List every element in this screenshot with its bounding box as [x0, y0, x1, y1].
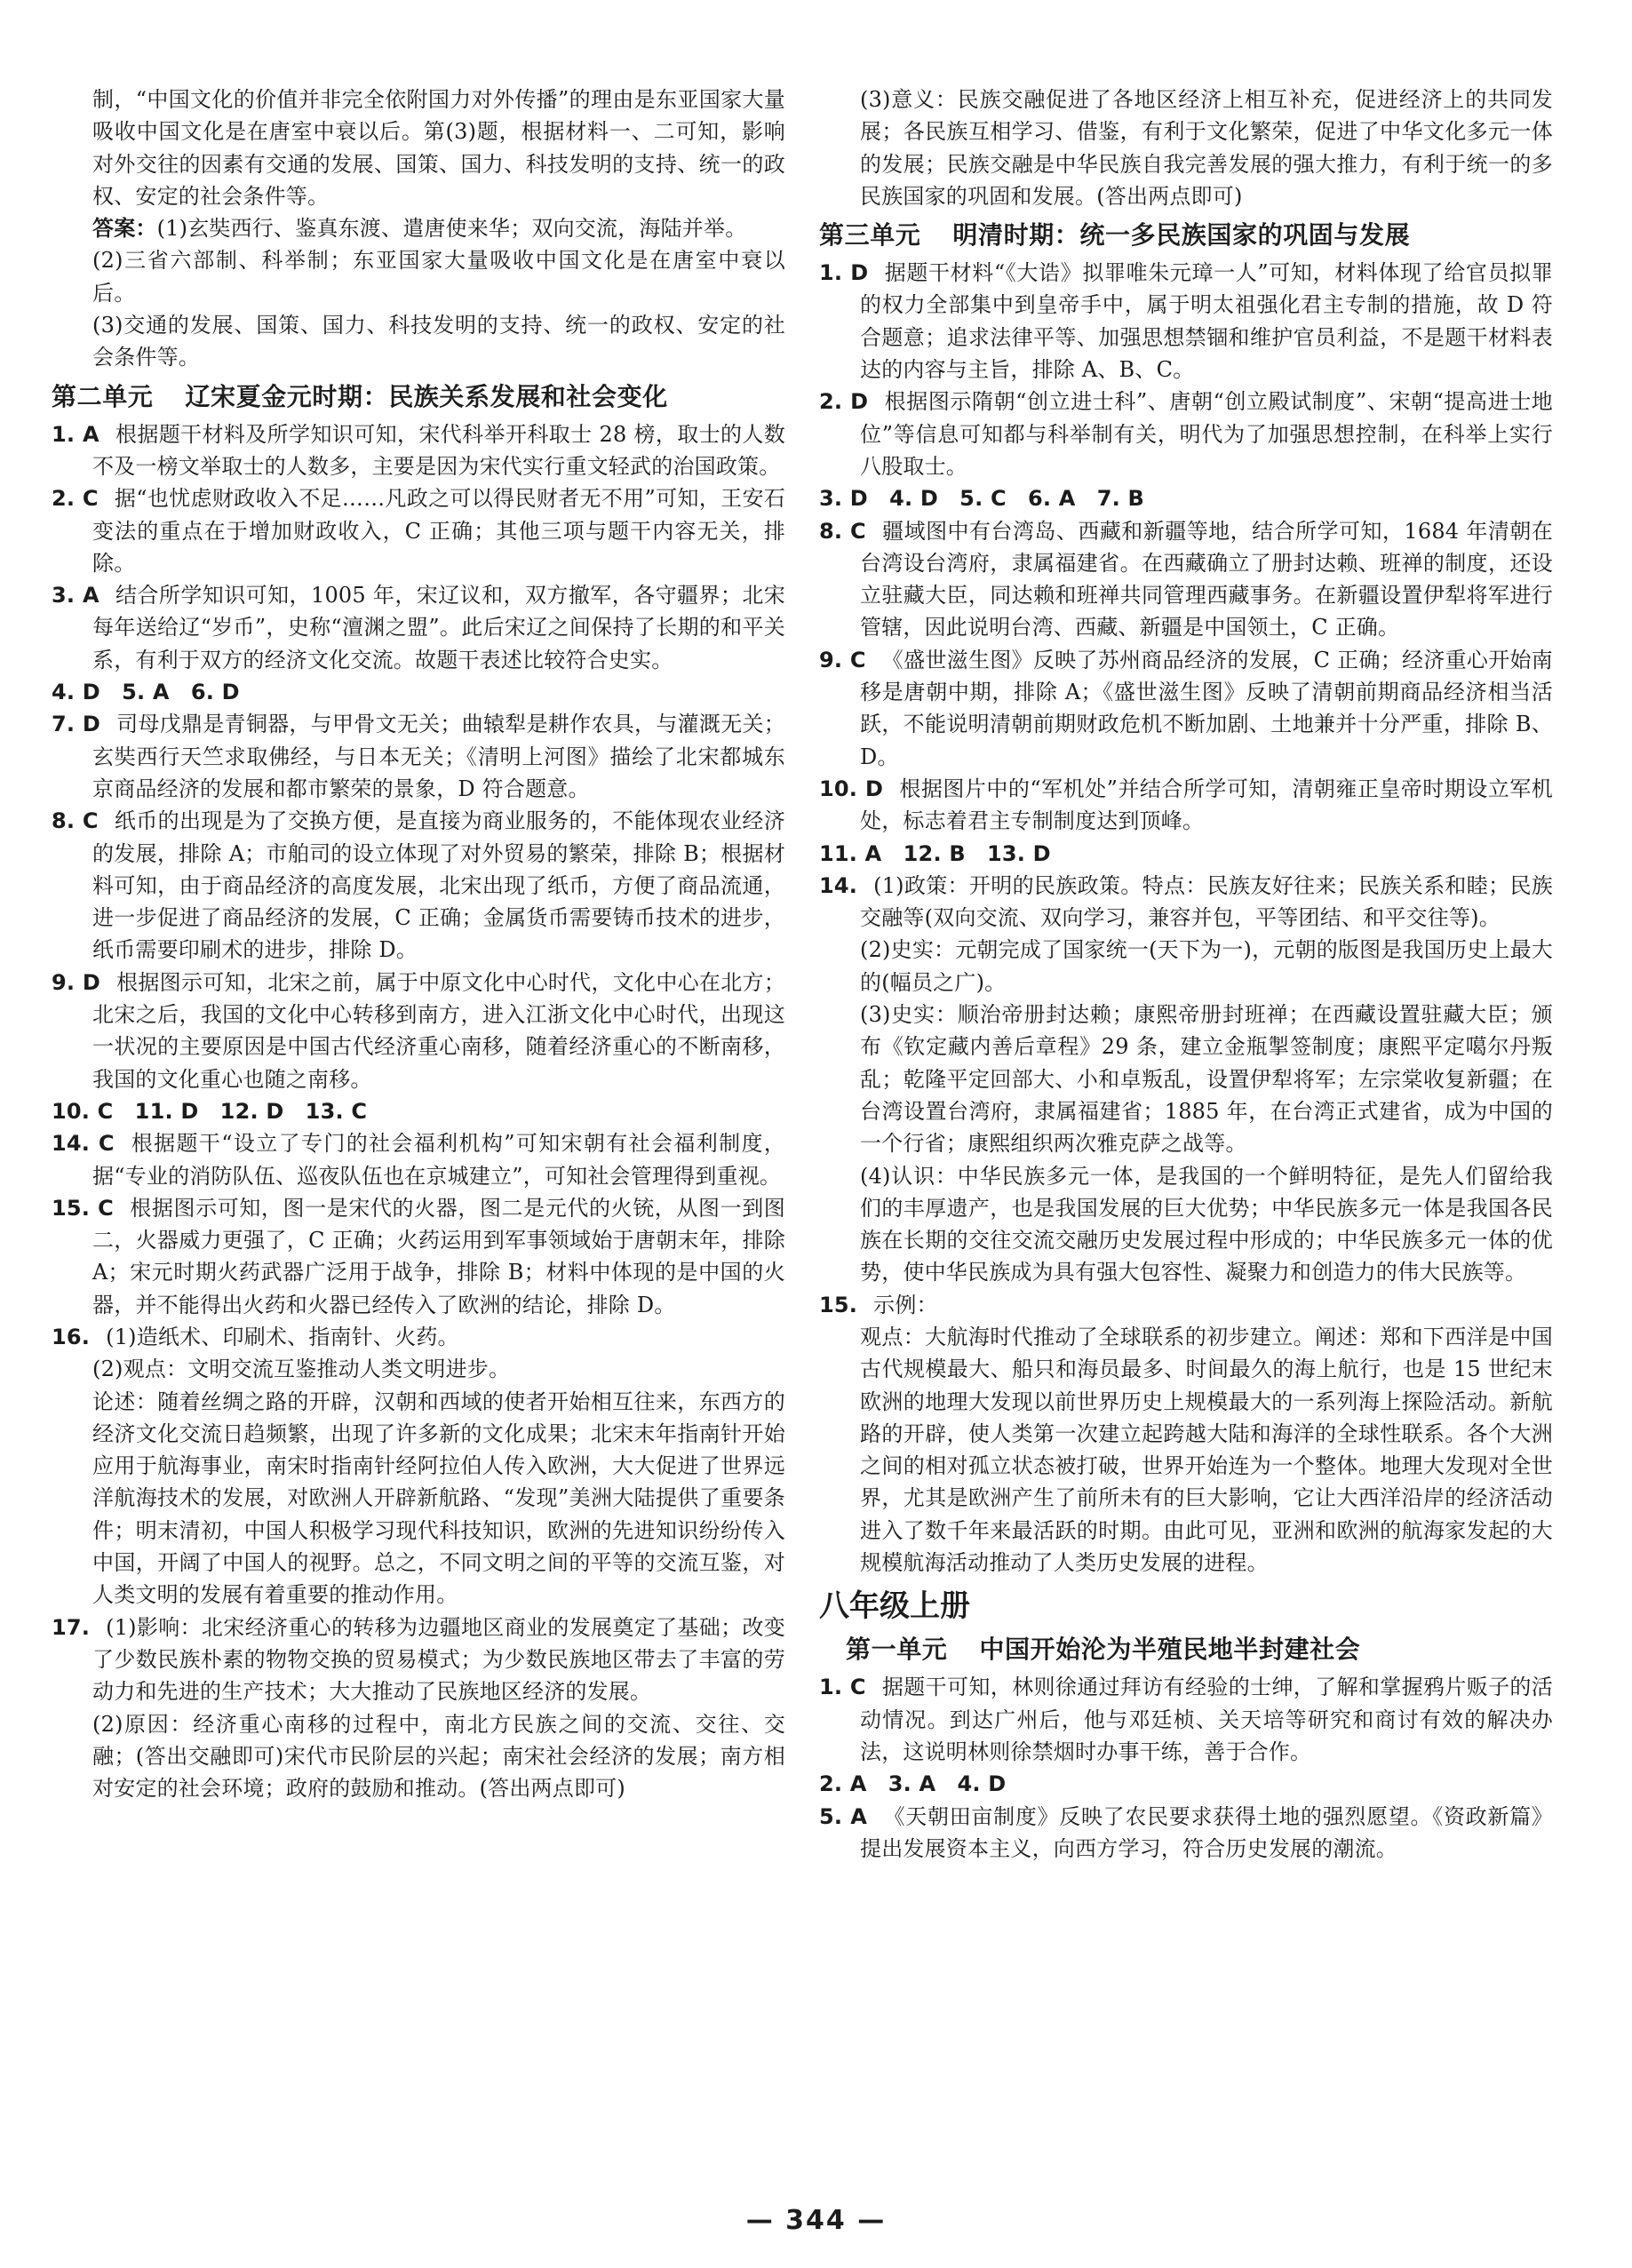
question-item: [819, 386, 1553, 482]
sub-answer: (4)认识：中华民族多元一体，是我国的一个鲜明特征，是先人们留给我们的丰厚遗产，也是我国发展的巨大优势；中华民族多元一体是我国各民族在长期的交往交流交融历史发展过程中形成的；中华民族多元一体的优势，使中华民族成为具有强大包容性、凝聚力和创造力的伟大民族等。: [860, 1163, 1553, 1285]
question-label: 10. D: [819, 776, 884, 801]
unit-heading: [819, 218, 1553, 253]
question-item: [52, 708, 785, 805]
question-text: 据“也忧虑财政收入不足……凡政之可以得民财者无不用”可知，王安石变法的重点在于增加财政收入，C 正确；其他三项与题干内容无关，排除。: [92, 486, 786, 576]
question-text: 纸币的出现是为了交换方便，是直接为商业服务的，不能体现农业经济的发展，排除 A；市舶司的设立体现了对外贸易的繁荣，排除 B；根据材料可知，由于商品经济的高度发展，北宋出现了纸币，方便了商品流通，进一步促进了商品经济的发展，C 正确；金属货币需要铸币技术的进步，纸币需要印刷术的进步，排除 D。: [92, 808, 785, 963]
page-number: — 344 —: [745, 2205, 887, 2236]
question-label: 2. D: [819, 389, 869, 415]
question-item: [52, 418, 785, 483]
answer-paragraph: [52, 212, 785, 244]
answer-row-text: 11. A 12. B 13. D: [819, 840, 1051, 866]
question-text: 《盛世滋生图》反映了苏州商品经济的发展，C 正确；经济重心开始南移是唐朝中期，排除 A；《盛世滋生图》反映了清朝前期商品经济相当活跃，不能说明清朝前期财政危机不断加剧、土地兼并十分严重，排除 B、D。: [860, 647, 1553, 769]
question-list: [819, 1671, 1553, 1865]
question-label: 14.: [819, 872, 858, 898]
question-item: [52, 579, 785, 676]
question-item: [819, 1801, 1553, 1866]
left-column: [52, 84, 785, 1804]
question-text: 结合所学知识可知，1005 年，宋辽议和，双方撤军，各守疆界；北宋每年送给辽“岁币”，史称“澶渊之盟”。此后宋辽之间保持了长期的和平关系，有利于双方的经济文化交流。故题干表述比较符合史实。: [92, 583, 786, 672]
paragraph: 论述：随着丝绸之路的开辟，汉朝和西域的使者开始相互往来，东西方的经济文化交流日趋频繁，出现了许多新的文化成果；北宋末年指南针开始应用于航海事业，南宋时指南针经阿拉伯人传入欧洲，大大促进了世界远洋航海技术的发展，对欧洲人开辟新航路、“发现”美洲大陆提供了重要条件；明末清初，中国人积极学习现代科技知识，欧洲的先进知识纷纷传入中国，开阔了中国人的视野。总之，不同文明之间的平等的交流互鉴，对人类文明的发展有着重要的推动作用。: [92, 1389, 785, 1608]
unit-label: 第二单元: [52, 381, 154, 411]
answer-text: (1)玄奘西行、鉴真东渡、遣唐使来华；双向交流，海陆并举。: [156, 216, 747, 242]
question-list: [819, 257, 1553, 1579]
paragraph: (3)意义：民族交融促进了各地区经济上相互补充，促进经济上的共同发展；各民族互相学习、借鉴，有利于文化繁荣，促进了中华文化多元一体的发展；民族交融是中华民族自我完善发展的强大推力，有利于统一的多民族国家的巩固和发展。(答出两点即可): [860, 87, 1553, 209]
answer-row: [52, 1095, 785, 1127]
question-label: 14. C: [52, 1131, 115, 1157]
question-text: 根据图片中的“军机处”并结合所学可知，清朝雍正皇帝时期设立军机处，标志着君主专制制度达到顶峰。: [860, 776, 1553, 834]
question-text: (1)政策：开明的民族政策。特点：民族友好往来；民族关系和睦；民族交融等(双向交流、双向学习，兼容并包，平等团结、和平交往等)。: [860, 872, 1553, 931]
question-item: [52, 967, 785, 1095]
question-label: 3. A: [52, 583, 100, 609]
question-label: 9. C: [819, 647, 866, 672]
question-label: 1. D: [819, 260, 869, 286]
question-text: 司母戊鼎是青铜器，与甲骨文无关；曲辕犁是耕作农具，与灌溉无关；玄奘西行天竺求取佛经，与日本无关；《清明上河图》描绘了北宋都城东京商品经济的发展和都市繁荣的景象，D 符合题意。: [92, 712, 785, 801]
block-intro: [52, 84, 785, 374]
question-item: [52, 482, 785, 579]
question-text: 疆域图中有台湾岛、西藏和新疆等地，结合所学可知，1684 年清朝在台湾设台湾府，隶属福建省。在西藏确立了册封达赖、班禅的制度，还设立驻藏大臣，同达赖和班禅共同管理西藏事务。在新疆设置伊犁将军进行管辖，因此说明台湾、西藏、新疆是中国领土，C 正确。: [860, 518, 1553, 641]
question-item: [52, 1321, 785, 1353]
question-item: [819, 515, 1553, 644]
question-label: 2. C: [52, 486, 99, 512]
question-item: [52, 1127, 785, 1192]
question-list: [52, 418, 785, 1805]
question-label: 15. C: [52, 1195, 114, 1221]
question-item: [819, 773, 1553, 838]
question-text: 示例：: [873, 1292, 938, 1317]
sub-answer: (3)史实：顺治帝册封达赖；康熙帝册封班禅；在西藏设置驻藏大臣；颁布《钦定藏内善后章程》29 条，建立金瓶掣签制度；康熙平定噶尔丹叛乱；乾隆平定回部大、小和卓叛乱，设置伊犁将军；左宗棠收复新疆；在台湾设置台湾府，隶属福建省；1885 年，在台湾正式建省，成为中国的一个行省；康熙组织两次雅克萨之战等。: [860, 1002, 1553, 1157]
question-item: [52, 1611, 785, 1708]
paragraph: 观点：大航海时代推动了全球联系的初步建立。阐述：郑和下西洋是中国古代规模最大、船只和海员最多、时间最久的海上航行，也是 15 世纪末欧洲的地理大发现以前世界历史上规模最大的一系列海上探险活动。新航路的开辟，使人类第一次建立起跨越大陆和海洋的全球性联系。各个大洲之间的相对孤立状态被打破，世界开始连为一个整体。地理大发现对全世界，尤其是欧洲产生了前所未有的巨大影响，它让大西洋沿岸的经济活动进入了数千年来最活跃的时期。由此可见，亚洲和欧洲的航海家发起的大规模航海活动推动了人类历史发展的进程。: [860, 1324, 1553, 1576]
question-label: 1. C: [819, 1675, 866, 1700]
question-label: 15.: [819, 1292, 858, 1317]
question-label: 7. D: [52, 712, 100, 737]
question-label: 17.: [52, 1614, 91, 1640]
answer-row-text: 10. C 11. D 12. D 13. C: [52, 1098, 368, 1124]
sub-answer: (2)史实：元朝完成了国家统一(天下为一)，元朝的版图是我国历史上最大的(幅员之广)。: [860, 937, 1553, 995]
question-label: 8. C: [52, 808, 99, 834]
paragraph: (3)交通的发展、国策、国力、科技发明的支持、统一的政权、安定的社会条件等。: [92, 313, 785, 370]
paragraph: 制，“中国文化的价值并非完全依附国力对外传播”的理由是东亚国家大量吸收中国文化是在唐室中衰以后。第(3)题，根据材料一、二可知，影响对外交往的因素有交通的发展、国策、国力、科技发明的支持、统一的政权、安定的社会条件等。: [92, 87, 785, 209]
answer-row: [52, 676, 785, 708]
answer-row-text: 4. D 5. A 6. D: [52, 680, 240, 705]
question-item: [819, 1289, 1553, 1321]
answer-label: 答案：: [92, 216, 157, 242]
answer-row: [819, 1768, 1553, 1800]
question-text: 根据图示隋朝“创立进士科”、唐朝“创立殿试制度”、宋朝“提高进士地位”等信息可知都与科举制有关，明代为了加强思想控制，在科举上实行八股取士。: [860, 389, 1553, 479]
question-item: [819, 644, 1553, 773]
grade-heading: 八年级上册: [819, 1588, 970, 1625]
question-label: 5. A: [819, 1803, 868, 1829]
question-text: 根据图示可知，北宋之前，属于中原文化中心时代，文化中心在北方；北宋之后，我国的文化中心转移到南方，进入江浙文化中心时代，出现这一状况的主要原因是中国古代经济重心南移，随着经济重心的不断南移，我国的文化重心也随之南移。: [92, 969, 785, 1092]
unit-title: 明清时期：统一多民族国家的巩固与发展: [952, 220, 1411, 251]
unit-label: 第一单元: [846, 1635, 948, 1665]
question-label: 16.: [52, 1324, 91, 1349]
paragraph: (2)三省六部制、科举制；东亚国家大量吸收中国文化是在唐室中衰以后。: [92, 248, 785, 306]
question-text: 根据题干材料及所学知识可知，宋代科举开科取士 28 榜，取士的人数不及一榜文举取士的人数多，主要是因为宋代实行重文轻武的治国政策。: [92, 421, 786, 479]
question-item: [52, 805, 785, 966]
sub-answer: (2)观点：文明交流互鉴推动人类文明进步。: [92, 1357, 511, 1382]
answer-row: [819, 482, 1553, 514]
question-text: 根据题干“设立了专门的社会福利机构”可知宋朝有社会福利制度，据“专业的消防队伍、巡夜队伍也在京城建立”，可知社会管理得到重视。: [92, 1131, 786, 1189]
question-label: 1. A: [52, 421, 100, 447]
question-text: 据题干材料“《大诰》拟罪唯朱元璋一人”可知，材料体现了给官员拟罪的权力全部集中到皇帝手中，属于明太祖强化君主专制的措施，故 D 符合题意；追求法律平等、加强思想禁锢和维护官员利益，不是题干材料表达的内容与主旨，排除 A、B、C。: [860, 260, 1553, 383]
question-text: 《天朝田亩制度》反映了农民要求获得土地的强烈愿望。《资政新篇》提出发展资本主义，向西方学习，符合历史发展的潮流。: [860, 1803, 1554, 1861]
block-continuation: [819, 84, 1553, 212]
question-text: 据题干可知，林则徐通过拜访有经验的士绅，了解和掌握鸦片贩子的活动情况。到达广州后，他与邓廷桢、关天培等研究和商讨有效的解决办法，这说明林则徐禁烟时办事干练，善于合作。: [860, 1675, 1553, 1764]
answer-row-text: 3. D 4. D 5. C 6. A 7. B: [819, 486, 1144, 512]
right-column: [819, 84, 1553, 1865]
question-text: 根据图示可知，图一是宋代的火器，图二是元代的火铳，从图一到图二，火器威力更强了，C 正确；火药运用到军事领域始于唐朝末年，排除 A；宋元时期火药武器广泛用于战争，排除 B；材料中体现的是中国的火器，并不能得出火药和火器已经传入了欧洲的结论，排除 D。: [92, 1195, 786, 1317]
answer-row-text: 2. A 3. A 4. D: [819, 1771, 1007, 1797]
unit-heading: [52, 379, 785, 415]
question-text: (1)造纸术、印刷术、指南针、火药。: [106, 1324, 459, 1349]
unit-title: 辽宋夏金元时期：民族关系发展和社会变化: [185, 381, 668, 411]
question-label: 9. D: [52, 969, 100, 995]
question-label: 8. C: [819, 518, 866, 544]
sub-answer: (2)原因：经济重心南移的过程中，南北方民族之间的交流、交往、交融；(答出交融即可)宋代市民阶层的兴起；南宋社会经济的发展；南方相对安定的社会环境；政府的鼓励和推动。(答出两点即可): [92, 1711, 785, 1802]
question-item: [819, 257, 1553, 386]
unit-label: 第三单元: [819, 220, 921, 251]
unit-title: 中国开始沦为半殖民地半封建社会: [979, 1635, 1361, 1665]
answer-row: [819, 838, 1553, 870]
question-item: [52, 1192, 785, 1321]
question-item: [819, 870, 1553, 935]
question-item: [819, 1671, 1553, 1768]
unit-heading: [819, 1632, 1553, 1667]
question-text: (1)影响：北宋经济重心的转移为边疆地区商业的发展奠定了基础；改变了少数民族朴素的物物交换的贸易模式；为少数民族地区带去了丰富的劳动力和先进的生产技术；大大推动了民族地区经济的发展。: [92, 1614, 785, 1705]
